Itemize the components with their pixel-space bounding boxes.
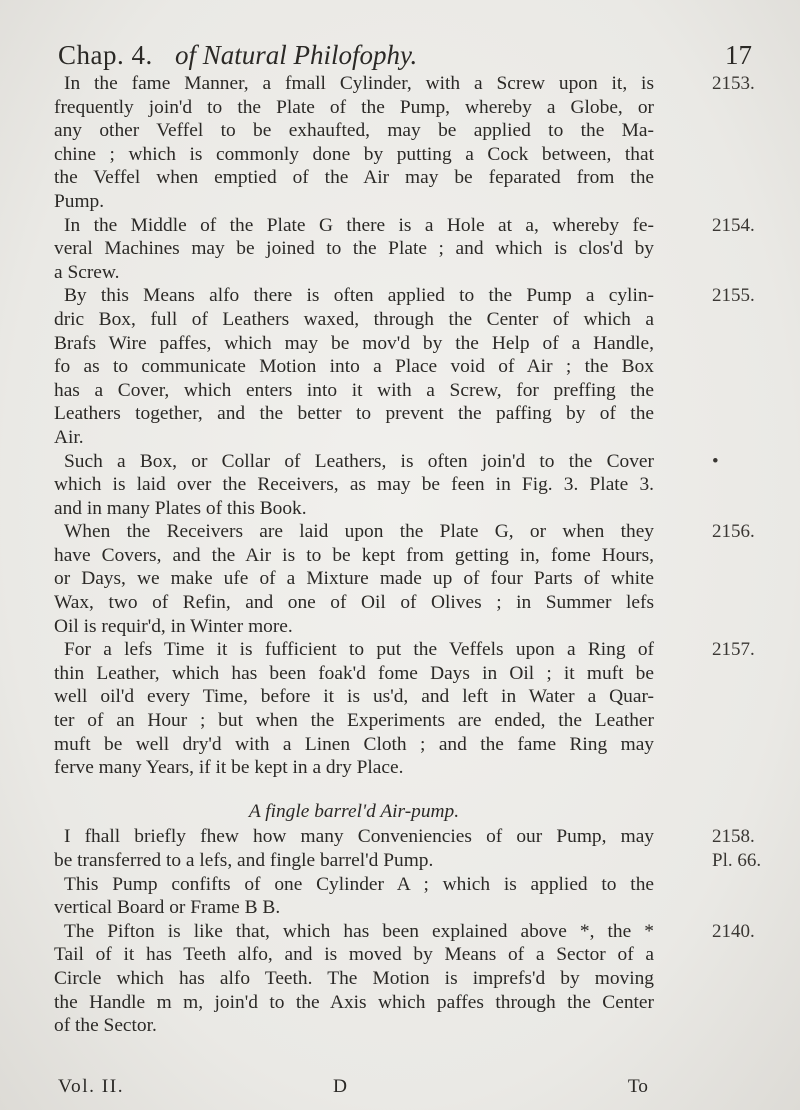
text-line: Tail of it has Teeth alfo, and is moved by Means of a Sector of a [54, 944, 654, 966]
signature-mark: D [333, 1076, 348, 1097]
paragraph [54, 825, 762, 872]
text-line: Circle which has alfo Teeth. The Motion is imprefs'd by moving [54, 967, 654, 989]
text-line: For a lefs Time it is fufficient to put the Veffels upon a Ring of [64, 639, 654, 661]
text-line: of the Sector. [54, 1015, 157, 1037]
paragraph [54, 638, 755, 780]
text-line: any other Veffel to be exhaufted, may be applied to the Ma- [54, 120, 654, 142]
margin-note-plate: Pl. 66. [712, 850, 762, 871]
volume-signature: Vol. II. [58, 1076, 125, 1097]
text-line: Air. [54, 426, 84, 448]
running-title: of Natural Philofophy. [175, 40, 418, 70]
text-line: has a Cover, which enters into it with a Screw, for preffing the [54, 379, 654, 401]
page-footer [58, 1076, 648, 1102]
margin-note: 2158. [712, 826, 755, 848]
text-line: Oil is requir'd, in Winter more. [54, 615, 293, 637]
text-line: the Handle m m, join'd to the Axis which paffes through the Center [54, 991, 654, 1013]
margin-note: 2155. [712, 285, 755, 307]
paragraph [54, 72, 755, 214]
text-line: vertical Board or Frame B B. [54, 897, 281, 919]
text-line: muft be well dry'd with a Linen Cloth ; and the fame Ring may [54, 733, 654, 755]
margin-note: 2156. [712, 521, 755, 543]
paragraph [54, 873, 654, 920]
text-line: the Veffel when emptied of the Air may be feparated from the [54, 167, 654, 189]
text-line: Wax, two of Refin, and one of Oil of Olives ; in Summer lefs [54, 592, 654, 614]
text-line: dric Box, full of Leathers waxed, through the Center of which a [54, 308, 654, 330]
text-line: or Days, we make ufe of a Mixture made up of four Parts of white [54, 568, 654, 590]
margin-note: 2154. [712, 214, 755, 236]
margin-note: 2153. [712, 73, 755, 94]
section-subheading: A fingle barrel'd Air-pump. [248, 800, 460, 822]
text-line: chine ; which is commonly done by putting a Cock between, that [54, 143, 654, 165]
text-line: ferve many Years, if it be kept in a dry Place. [54, 757, 404, 779]
text-line: well oil'd every Time, before it is us'd, and left in Water a Quar- [54, 686, 654, 708]
text-line: Brafs Wire paffes, which may be mov'd by the Help of a Handle, [54, 332, 654, 354]
text-line: Leathers together, and the better to prevent the paffing by of the [54, 403, 654, 425]
text-line: This Pump confifts of one Cylinder A ; which is applied to the [64, 873, 654, 895]
text-line: Pump. [54, 190, 105, 212]
text-line: thin Leather, which has been foak'd fome Days in Oil ; it muft be [54, 662, 654, 684]
page-number: 17 [725, 40, 752, 70]
text-line: a Screw. [54, 261, 120, 283]
paragraph [54, 450, 719, 521]
paragraph [54, 214, 755, 285]
text-line: The Pifton is like that, which has been explained above *, the * [64, 920, 654, 942]
text-line: veral Machines may be joined to the Plate ; and which is clos'd by [54, 238, 654, 260]
chapter-label: Chap. 4. [58, 40, 153, 70]
text-line: ter of an Hour ; but when the Experiments are ended, the Leather [54, 710, 654, 732]
text-line: In the Middle of the Plate G there is a Hole at a, whereby fe- [64, 214, 654, 236]
text-line: Such a Box, or Collar of Leathers, is often join'd to the Cover [64, 450, 654, 472]
text-line: I fhall briefly fhew how many Conveniencies of our Pump, may [64, 826, 654, 848]
text-body [54, 72, 762, 1038]
text-line: which is laid over the Receivers, as may be feen in Fig. 3. Plate 3. [54, 474, 654, 496]
text-line: and in many Plates of this Book. [54, 497, 307, 519]
catchword: To [627, 1076, 648, 1097]
text-line: be transferred to a lefs, and fingle barrel'd Pump. [54, 850, 434, 871]
margin-note: 2157. [712, 639, 755, 661]
text-line: When the Receivers are laid upon the Plate G, or when they [64, 521, 654, 543]
margin-note: • [712, 450, 719, 472]
paragraph [54, 520, 755, 638]
paragraph [54, 920, 755, 1038]
text-line: have Covers, and the Air is to be kept from getting in, fome Hours, [54, 544, 654, 566]
paragraph [54, 284, 755, 449]
text-line: fo as to communicate Motion into a Place void of Air ; the Box [54, 356, 654, 378]
margin-note: 2140. [712, 920, 755, 942]
text-line: In the fame Manner, a fmall Cylinder, with a Screw upon it, is [64, 73, 654, 94]
text-line: frequently join'd to the Plate of the Pump, whereby a Globe, or [54, 96, 654, 118]
text-line: By this Means alfo there is often applied to the Pump a cylin- [64, 285, 654, 307]
